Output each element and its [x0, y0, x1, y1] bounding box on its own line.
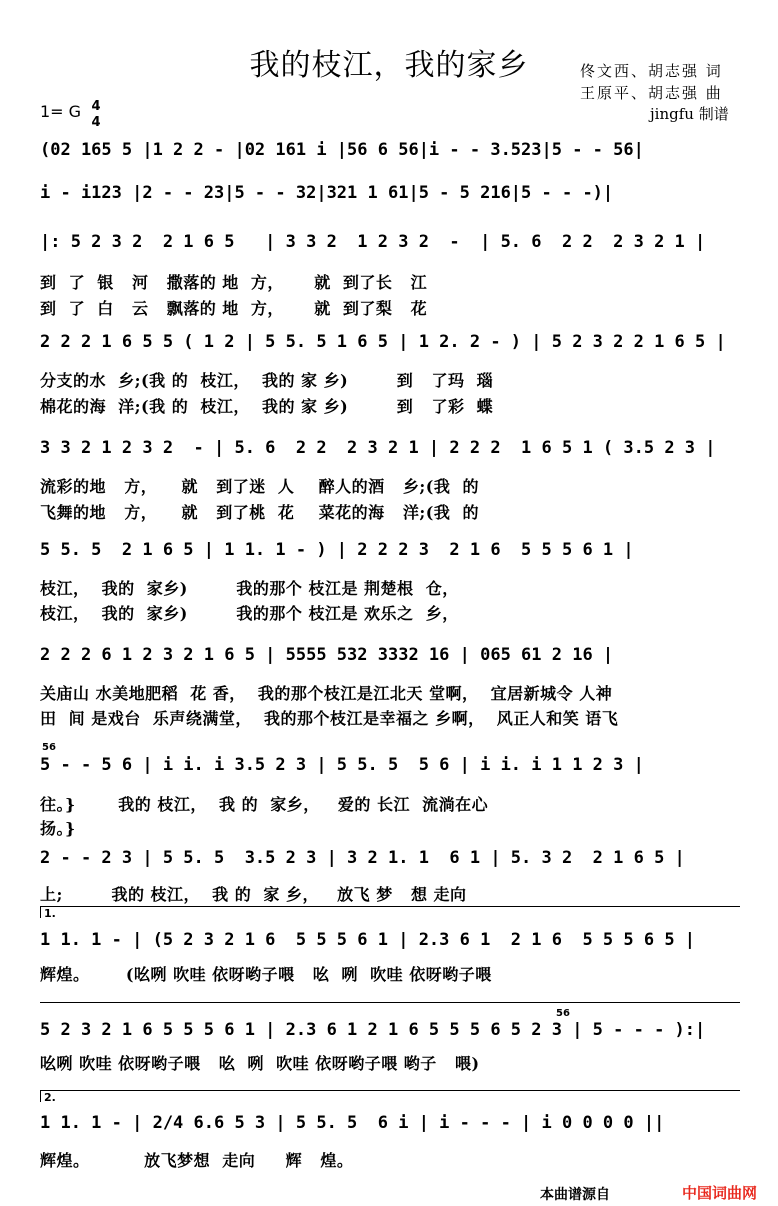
score-row-7: 2 2 2 6 1 2 3 2 1 6 5 | 5555 532 3332 16 | 065 61 2 16 | — [40, 645, 614, 665]
lyric-row-7-verse-2: 田 间 是戏台 乐声绕满堂， 我的那个枝江是幸福之 乡啊， 风正人和笑 语飞 — [40, 709, 619, 728]
lyric-row-8-verse-2: 扬。} — [40, 819, 76, 838]
score-row-9: 2 - - 2 3 | 5 5. 5 3.5 2 3 | 3 2 1. 1 6 1 | 5. 3 2 2 1 6 5 | — [40, 848, 685, 868]
page-title: 我的枝江，我的家乡 — [249, 48, 529, 83]
score-row-3: |: 5 2 3 2 2 1 6 5 | 3 3 2 1 2 3 2 - | 5. 6 2 2 2 3 2 1 | — [40, 232, 706, 252]
footer-source: 本曲谱源自 — [540, 1187, 610, 1203]
score-row-4: 2 2 2 1 6 5 5 ( 1 2 | 5 5. 5 1 6 5 | 1 2. 2 - ) | 5 2 3 2 2 1 6 5 | — [40, 332, 726, 352]
lyric-row-7-verse-1: 关庙山 水美地肥稻 花 香， 我的那个枝江是江北天 堂啊， 宜居新城令 人神 — [40, 684, 613, 703]
footer-site-link[interactable]: 中国词曲网 — [682, 1184, 758, 1202]
ending-2-label: 2. — [44, 1091, 56, 1104]
lyricist-credit: 佟文西、胡志强 词 — [580, 62, 723, 80]
time-signature-bottom: 4 — [91, 115, 101, 130]
lyric-row-3-verse-1: 到 了 银 河 撒落的 地 方， 就 到了长 江 — [40, 273, 428, 292]
lyric-row-8-verse-1: 往。} 我的 枝江， 我 的 家乡， 爱的 长江 流淌在心 — [40, 795, 489, 814]
ending-1-label: 1. — [44, 907, 56, 920]
grace-note-label-2: 56 — [556, 1008, 570, 1019]
lyric-row-10: 辉煌。 (吆咧 吹哇 依呀哟子喂 吆 咧 吹哇 依呀哟子喂 — [40, 965, 492, 984]
lyric-row-11: 吆咧 吹哇 依呀哟子喂 吆 咧 吹哇 依呀哟子喂 哟子 喂) — [40, 1054, 480, 1073]
lyric-row-6-verse-2: 枝江， 我的 家乡) 我的那个 枝江是 欢乐之 乡， — [40, 604, 459, 623]
transcriber-credit: jingfu 制谱 — [650, 105, 729, 123]
score-row-2: i - i123 |2 - - 23|5 - - 32|321 1 61|5 - 5 216|5 - - -)| — [40, 183, 614, 203]
lyric-row-5-verse-2: 飞舞的地 方， 就 到了桃 花 菜花的海 洋;(我 的 — [40, 503, 479, 522]
key-signature: 1= G — [40, 102, 82, 121]
lyric-row-4-verse-2: 棉花的海 洋;(我 的 枝江， 我的 家 乡) 到 了彩 蝶 — [40, 397, 494, 416]
composer-credit: 王原平、胡志强 曲 — [580, 84, 723, 102]
lyric-row-6-verse-1: 枝江， 我的 家乡) 我的那个 枝江是 荆楚根 仓， — [40, 579, 459, 598]
score-row-6: 5 5. 5 2 1 6 5 | 1 1. 1 - ) | 2 2 2 3 2 1 6 5 5 5 6 1 | — [40, 540, 634, 560]
lyric-row-5-verse-1: 流彩的地 方， 就 到了迷 人 醉人的酒 乡;(我 的 — [40, 477, 479, 496]
score-row-5: 3 3 2 1 2 3 2 - | 5. 6 2 2 2 3 2 1 | 2 2 2 1 6 5 1 ( 3.5 2 3 | — [40, 438, 716, 458]
score-row-1: (02 165 5 |1 2 2 - |02 161 i |56 6 56|i - - 3.523|5 - - 56| — [40, 140, 644, 160]
lyric-row-9: 上; 我的 枝江， 我 的 家 乡， 放飞 梦 想 走向 — [40, 885, 467, 904]
score-row-12: 1 1. 1 - | 2/4 6.6 5 3 | 5 5. 5 6 i | i - - - | i 0 0 0 0 || — [40, 1113, 665, 1133]
lyric-row-3-verse-2: 到 了 白 云 飘落的 地 方， 就 到了梨 花 — [40, 299, 428, 318]
grace-note-label-1: 56 — [42, 742, 56, 753]
score-row-11: 5 2 3 2 1 6 5 5 5 6 1 | 2.3 6 1 2 1 6 5 5 5 6 5 2 3 | 5 - - - ):| — [40, 1020, 706, 1040]
lyric-row-4-verse-1: 分支的水 乡;(我 的 枝江， 我的 家 乡) 到 了玛 瑙 — [40, 371, 494, 390]
lyric-row-12: 辉煌。 放飞梦想 走向 辉 煌。 — [40, 1151, 354, 1170]
time-signature-top: 4 — [91, 99, 101, 114]
score-row-10: 1 1. 1 - | (5 2 3 2 1 6 5 5 5 6 1 | 2.3 6 1 2 1 6 5 5 5 6 5 | — [40, 930, 696, 950]
score-row-8: 5 - - 5 6 | i i. i 3.5 2 3 | 5 5. 5 5 6 | i i. i 1 1 2 3 | — [40, 755, 644, 775]
